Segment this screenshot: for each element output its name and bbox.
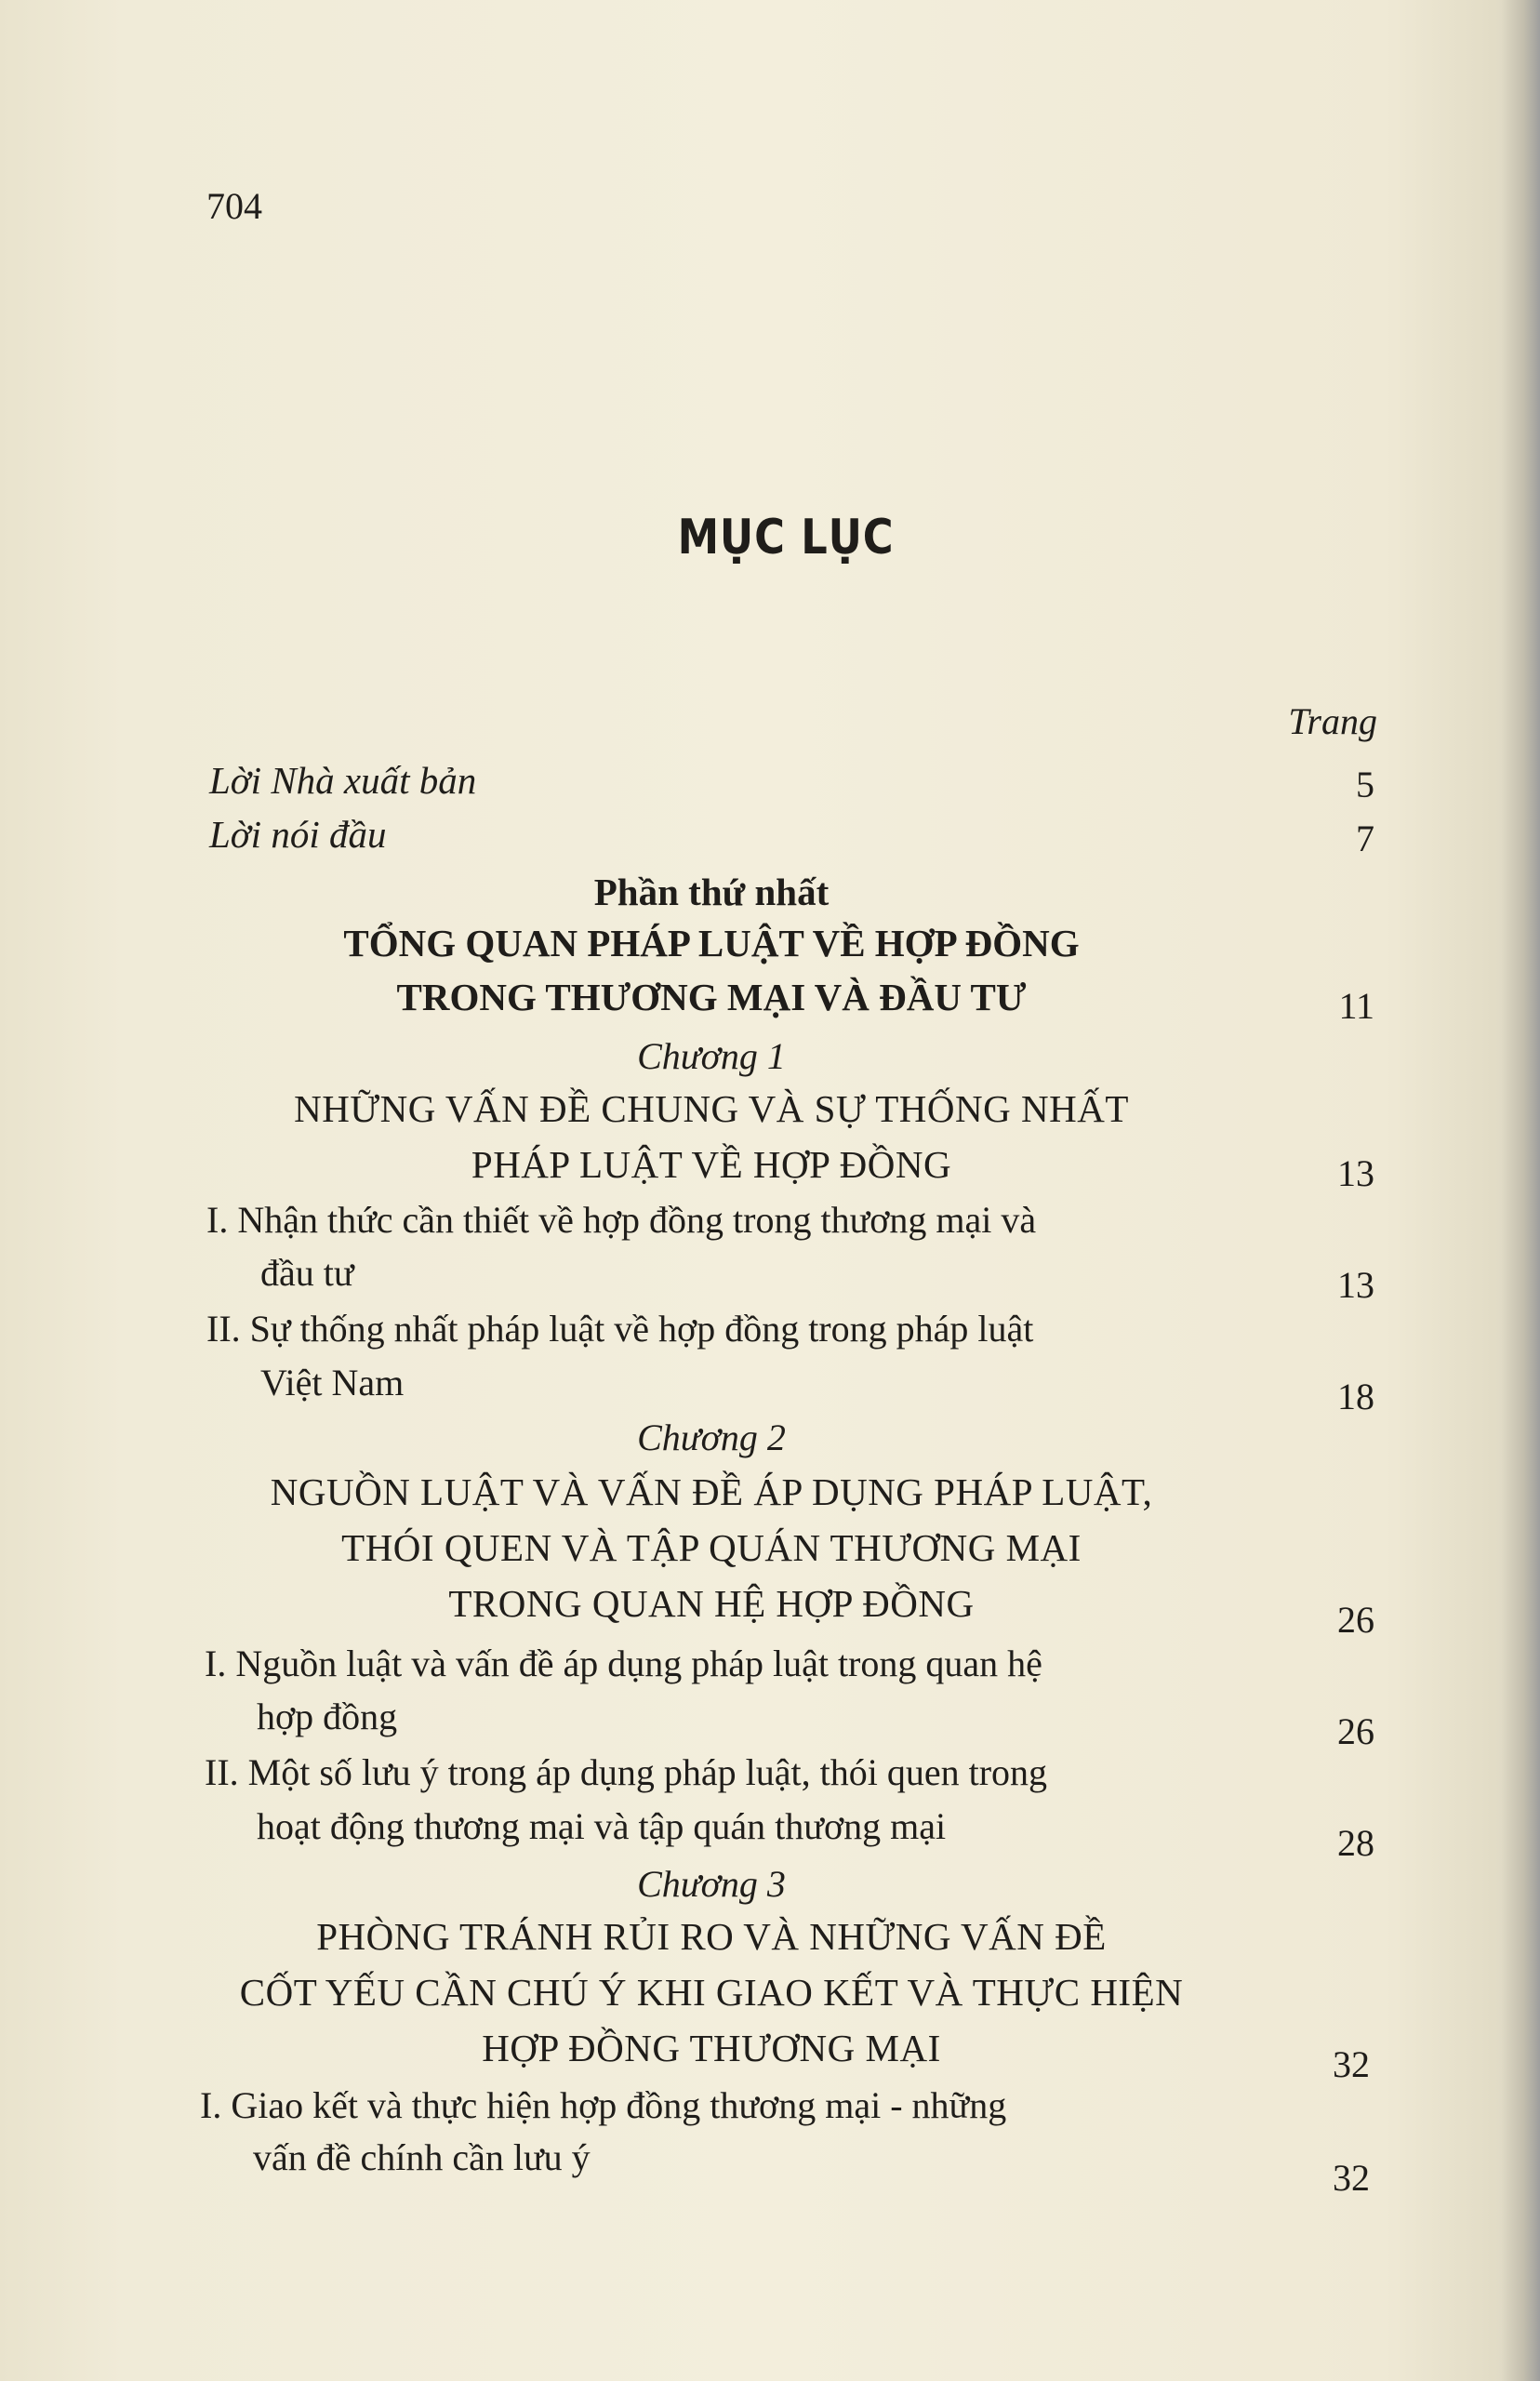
- page-column-label: Trang: [1288, 700, 1377, 742]
- chapter-3-section-1-line-1[interactable]: I. Giao kết và thực hiện hợp đồng thương mại - những: [200, 2084, 1007, 2126]
- chapter-1-label: Chương 1: [637, 1035, 786, 1077]
- toc-entry-publisher-note[interactable]: Lời Nhà xuất bản: [209, 759, 477, 802]
- chapter-2-page: 26: [1337, 1599, 1374, 1641]
- chapter-2-section-1-line-1[interactable]: I. Nguồn luật và vấn đề áp dụng pháp luật trong quan hệ: [205, 1643, 1042, 1684]
- page-edge-shadow: [1501, 0, 1540, 2381]
- chapter-2-title-line-3[interactable]: TRONG QUAN HỆ HỢP ĐỒNG: [448, 1582, 975, 1625]
- chapter-3-label: Chương 3: [637, 1863, 786, 1905]
- chapter-2-section-1-page: 26: [1337, 1710, 1374, 1752]
- chapter-3-title-line-3[interactable]: HỢP ĐỒNG THƯƠNG MẠI: [482, 2027, 941, 2069]
- chapter-1-section-1-page: 13: [1337, 1264, 1374, 1306]
- page-title: MỤC LỤC: [677, 510, 895, 565]
- chapter-1-section-2-page: 18: [1337, 1376, 1374, 1417]
- chapter-2-label: Chương 2: [637, 1417, 786, 1458]
- chapter-2-section-1-line-2[interactable]: hợp đồng: [257, 1696, 398, 1737]
- chapter-3-title-line-1[interactable]: PHÒNG TRÁNH RỦI RO VÀ NHỮNG VẤN ĐỀ: [316, 1915, 1107, 1958]
- toc-page-publisher-note: 5: [1356, 764, 1374, 805]
- chapter-1-section-1-line-1[interactable]: I. Nhận thức cần thiết về hợp đồng trong thương mại và: [206, 1199, 1037, 1241]
- chapter-3-section-1-line-2[interactable]: vấn đề chính cần lưu ý: [253, 2136, 591, 2178]
- part-page: 11: [1338, 985, 1374, 1027]
- part-title-line-1[interactable]: TỔNG QUAN PHÁP LUẬT VỀ HỢP ĐỒNG: [343, 922, 1080, 964]
- chapter-1-page: 13: [1337, 1152, 1374, 1194]
- page-number: 704: [206, 185, 262, 227]
- chapter-1-title-line-2[interactable]: PHÁP LUẬT VỀ HỢP ĐỒNG: [471, 1143, 952, 1186]
- chapter-2-section-2-page: 28: [1337, 1822, 1374, 1864]
- chapter-1-section-2-line-1[interactable]: II. Sự thống nhất pháp luật về hợp đồng trong pháp luật: [206, 1308, 1034, 1350]
- chapter-3-title-line-2[interactable]: CỐT YẾU CẦN CHÚ Ý KHI GIAO KẾT VÀ THỰC HIỆN: [239, 1971, 1184, 2014]
- part-title-line-2[interactable]: TRONG THƯƠNG MẠI VÀ ĐẦU TƯ: [396, 976, 1027, 1018]
- chapter-2-title-line-1[interactable]: NGUỒN LUẬT VÀ VẤN ĐỀ ÁP DỤNG PHÁP LUẬT,: [270, 1470, 1153, 1513]
- chapter-2-section-2-line-1[interactable]: II. Một số lưu ý trong áp dụng pháp luật, thói quen trong: [205, 1751, 1048, 1793]
- chapter-3-page: 32: [1333, 2043, 1370, 2085]
- chapter-1-section-2-line-2[interactable]: Việt Nam: [260, 1362, 405, 1403]
- chapter-2-title-line-2[interactable]: THÓI QUEN VÀ TẬP QUÁN THƯƠNG MẠI: [341, 1526, 1082, 1569]
- chapter-2-section-2-line-2[interactable]: hoạt động thương mại và tập quán thương mại: [257, 1805, 947, 1847]
- part-label: Phần thứ nhất: [593, 871, 830, 913]
- toc-page-foreword: 7: [1356, 818, 1374, 859]
- chapter-3-section-1-page: 32: [1333, 2157, 1370, 2199]
- toc-entry-foreword[interactable]: Lời nói đầu: [209, 813, 387, 856]
- chapter-1-section-1-line-2[interactable]: đầu tư: [260, 1252, 354, 1294]
- chapter-1-title-line-1[interactable]: NHỮNG VẤN ĐỀ CHUNG VÀ SỰ THỐNG NHẤT: [294, 1087, 1129, 1130]
